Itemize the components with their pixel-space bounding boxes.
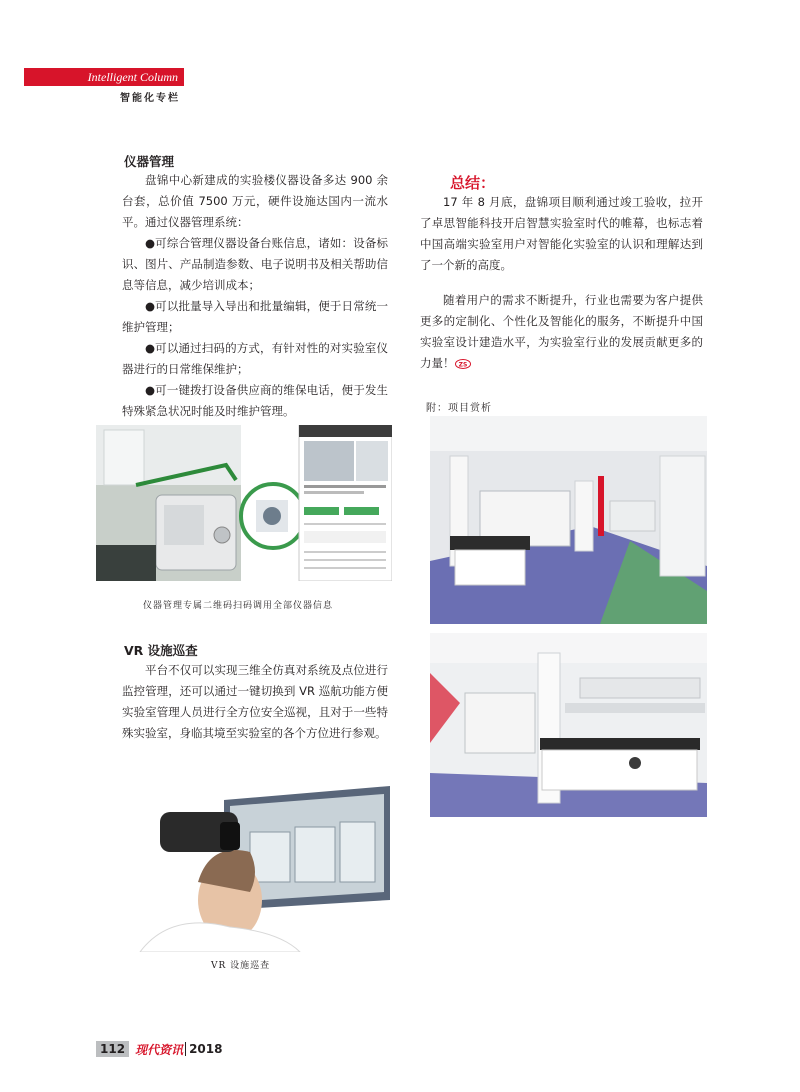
magazine-name: 现代资讯	[135, 1042, 184, 1057]
summary-title: 总结：	[450, 174, 496, 192]
column-header-cn: 智能化专栏	[120, 93, 180, 104]
end-mark-icon	[455, 359, 471, 369]
lab-photo-1	[430, 416, 707, 624]
svg-text:ZS: ZS	[458, 361, 467, 368]
instrument-qr-figure	[96, 425, 392, 581]
summary-para-1: 17 年 8 月底，盘锦项目顺利通过竣工验收，拉开了卓思智能科技开启智慧实验室时代的帷幕，也标志着中国高端实验室用户对智能化实验室的认识和理解达到了一个新的高度。	[420, 195, 703, 272]
vr-figure-caption: VR 设施巡查	[211, 961, 271, 971]
vr-photo	[100, 782, 392, 952]
instrument-intro: 盘锦中心新建成的实验楼仪器设备多达 900 余台套，总价值 7500 万元，硬件设施达国内一流水平。通过仪器管理系统：	[122, 173, 388, 229]
summary-para-2-text: 随着用户的需求不断提升，行业也需要为客户提供更多的定制化、个性化及智能化的服务，不断提升中国实验室设计建造水平，为实验室行业的发展贡献更多的力量！	[420, 293, 703, 370]
instrument-bullet-1: ●可综合管理仪器设备台账信息，诸如：设备标识、图片、产品制造参数、电子说明书及相关帮助信息等信息，减少培训成本；	[122, 236, 388, 292]
instrument-photo	[96, 425, 392, 581]
vr-figure	[100, 782, 392, 952]
vr-section-title: VR 设施巡查	[124, 643, 198, 658]
lab-corridor-photo	[430, 416, 707, 624]
column-header-en: Intelligent Column	[24, 68, 184, 86]
page-number: 112	[96, 1041, 129, 1057]
instrument-section-title: 仪器管理	[124, 154, 175, 169]
summary-para-2	[420, 290, 703, 374]
instrument-figure-caption: 仪器管理专属二维码扫码调用全部仪器信息	[143, 601, 334, 611]
lab-bench-photo	[430, 633, 707, 817]
instrument-bullet-2: ●可以批量导入导出和批量编辑，便于日常统一维护管理；	[122, 299, 388, 334]
page-footer	[96, 1041, 222, 1057]
summary-body	[420, 192, 703, 374]
instrument-bullet-3: ●可以通过扫码的方式，有针对性的对实验室仪器进行的日常维保维护；	[122, 341, 388, 376]
lab-photo-2	[430, 633, 707, 817]
vr-section-body	[122, 660, 388, 744]
instrument-section-body	[122, 170, 388, 422]
instrument-bullet-4: ●可一键拨打设备供应商的维保电话，便于发生特殊紧急状况时能及时维护管理。	[122, 383, 388, 418]
issue-year: 2018	[185, 1042, 222, 1056]
appendix-label: 附：项目赏析	[426, 403, 492, 414]
vr-body-text: 平台不仅可以实现三维全仿真对系统及点位进行监控管理，还可以通过一键切换到 VR 巡航功能方便实验室管理人员进行全方位安全巡视，且对于一些特殊实验室，身临其境至实验室的各个方位进行参观。	[122, 663, 388, 740]
